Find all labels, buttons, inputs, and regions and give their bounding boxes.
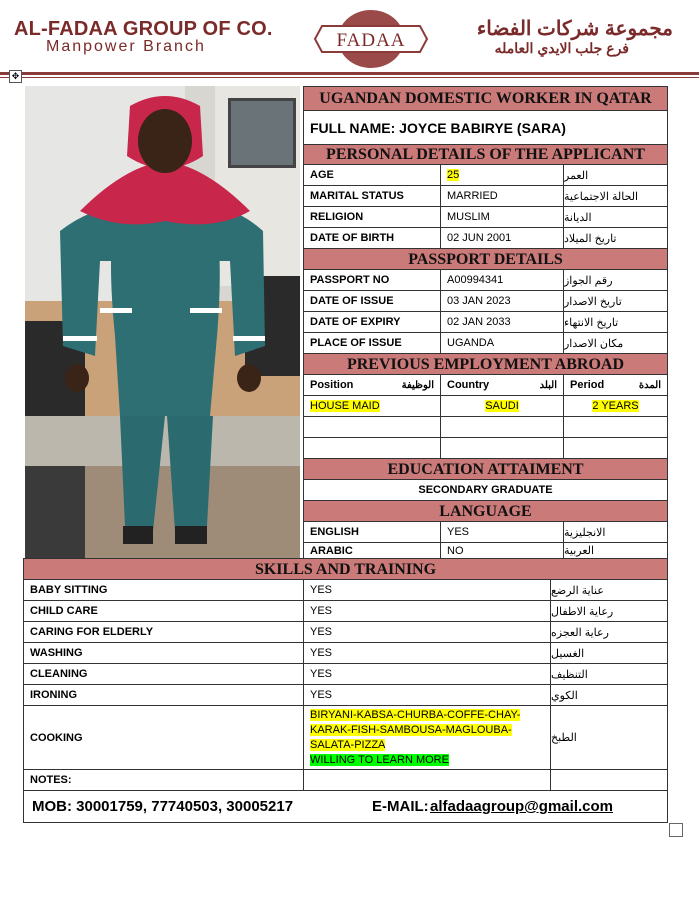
religion-label-ar: الديانة [563, 206, 668, 228]
dob-label: DATE OF BIRTH [303, 227, 441, 249]
passport-heading: PASSPORT DETAILS [303, 248, 668, 270]
table-move-handle-icon[interactable]: ✥ [9, 70, 22, 83]
skill-label-ar: رعاية الاطفال [550, 600, 668, 622]
dob-label-ar: تاريخ الميلاد [563, 227, 668, 249]
religion-value: MUSLIM [440, 206, 564, 228]
notes-label: NOTES: [23, 769, 304, 791]
skill-label: CHILD CARE [23, 600, 304, 622]
cooking-label-ar: الطبخ [550, 705, 668, 770]
skill-label-ar: التنظيف [550, 663, 668, 685]
dob-value: 02 JUN 2001 [440, 227, 564, 249]
notes-value[interactable] [303, 769, 551, 791]
skill-label-ar: الكوي [550, 684, 668, 706]
email-link[interactable]: alfadaagroup@gmail.com [430, 798, 613, 815]
skills-heading: SKILLS AND TRAINING [23, 558, 668, 580]
employment-country-cell [440, 395, 564, 417]
col-position-label: Position [310, 379, 354, 391]
employment-period: 2 YEARS [592, 400, 639, 412]
full-name: FULL NAME: JOYCE BABIRYE (SARA) [303, 110, 668, 145]
table-resize-handle-icon[interactable] [669, 823, 683, 837]
arabic-value: NO [440, 542, 564, 559]
employment-empty-cell [563, 416, 668, 438]
age-value: 25 [447, 169, 460, 181]
language-heading: LANGUAGE [303, 500, 668, 522]
skill-value: YES [303, 663, 551, 685]
skill-label-ar: عناية الرضع [550, 579, 668, 601]
marital-status-value: MARRIED [440, 185, 564, 207]
cooking-dishes-line1: BIRYANI-KABSA-CHURBA-COFFE-CHAY- [310, 709, 521, 721]
branch-name-en: Manpower Branch [46, 38, 206, 55]
skill-label: CLEANING [23, 663, 304, 685]
expiry-date-label-ar: تاريخ الانتهاء [563, 311, 668, 333]
skill-value: YES [303, 642, 551, 664]
employment-heading: PREVIOUS EMPLOYMENT ABROAD [303, 353, 668, 375]
skill-label: WASHING [23, 642, 304, 664]
header-rule [0, 72, 699, 75]
english-value: YES [440, 521, 564, 543]
issue-date-label: DATE OF ISSUE [303, 290, 441, 312]
col-period [563, 374, 668, 396]
english-label-ar: الانجليزية [563, 521, 668, 543]
religion-label: RELIGION [303, 206, 441, 228]
col-country-label: Country [447, 379, 490, 391]
cooking-label: COOKING [23, 705, 304, 770]
col-period-label-ar: المدة [638, 379, 661, 391]
contact-footer [23, 790, 668, 823]
marital-status-label-ar: الحالة الاجتماعية [563, 185, 668, 207]
skill-value: YES [303, 600, 551, 622]
place-of-issue-label-ar: مكان الاصدار [563, 332, 668, 354]
education-value: SECONDARY GRADUATE [303, 479, 668, 501]
age-value-cell [440, 164, 564, 186]
passport-no-value: A00994341 [440, 269, 564, 291]
issue-date-label-ar: تاريخ الاصدار [563, 290, 668, 312]
passport-no-label-ar: رقم الجواز [563, 269, 668, 291]
cooking-dishes-line3: SALATA-PIZZA [310, 739, 386, 751]
cooking-willing-note: WILLING TO LEARN MORE [310, 754, 449, 766]
col-position-label-ar: الوظيفة [401, 379, 434, 391]
branch-name-ar: فرع جلب الايدي العامله [494, 40, 629, 56]
personal-details-heading: PERSONAL DETAILS OF THE APPLICANT [303, 144, 668, 165]
skill-value: YES [303, 684, 551, 706]
employment-empty-cell [303, 416, 441, 438]
fadaa-logo [312, 8, 430, 70]
marital-status-label: MARITAL STATUS [303, 185, 441, 207]
header-rule-thin [0, 77, 699, 78]
mobile-numbers: MOB: 30001759, 77740503, 30005217 [32, 798, 294, 815]
expiry-date-label: DATE OF EXPIRY [303, 311, 441, 333]
col-position [303, 374, 441, 396]
applicant-photo [25, 86, 300, 558]
email-label: E-MAIL: [372, 798, 429, 815]
company-name-ar: مجموعة شركات الفضاء [476, 18, 673, 40]
skill-label: BABY SITTING [23, 579, 304, 601]
document-title: UGANDAN DOMESTIC WORKER IN QATAR [303, 86, 668, 111]
employment-empty-cell [440, 437, 564, 459]
skill-label-ar: الغسيل [550, 642, 668, 664]
english-label: ENGLISH [303, 521, 441, 543]
issue-date-value: 03 JAN 2023 [440, 290, 564, 312]
col-country-label-ar: البلد [539, 379, 557, 391]
company-name-en: AL-FADAA GROUP OF CO. [14, 18, 273, 40]
employment-empty-cell [303, 437, 441, 459]
skill-label: CARING FOR ELDERLY [23, 621, 304, 643]
cooking-value [303, 705, 551, 770]
col-period-label: Period [570, 379, 605, 391]
employment-country: SAUDI [485, 400, 519, 412]
age-label-ar: العمر [563, 164, 668, 186]
employment-position-cell [303, 395, 441, 417]
arabic-label: ARABIC [303, 542, 441, 559]
skill-label: IRONING [23, 684, 304, 706]
expiry-date-value: 02 JAN 2033 [440, 311, 564, 333]
place-of-issue-label: PLACE OF ISSUE [303, 332, 441, 354]
employment-empty-cell [563, 437, 668, 459]
skill-label-ar: رعاية العجزه [550, 621, 668, 643]
cooking-dishes-line2: KARAK-FISH-SAMBOUSA-MAGLOUBA- [310, 724, 512, 736]
arabic-label-ar: العربية [563, 542, 668, 559]
employment-position: HOUSE MAID [310, 400, 380, 412]
passport-no-label: PASSPORT NO [303, 269, 441, 291]
col-country [440, 374, 564, 396]
age-label: AGE [303, 164, 441, 186]
notes-ar [550, 769, 668, 791]
employment-empty-cell [440, 416, 564, 438]
skill-value: YES [303, 579, 551, 601]
employment-period-cell [563, 395, 668, 417]
logo-text: FADAA [336, 30, 406, 51]
skill-value: YES [303, 621, 551, 643]
place-of-issue-value: UGANDA [440, 332, 564, 354]
education-heading: EDUCATION ATTAIMENT [303, 458, 668, 480]
